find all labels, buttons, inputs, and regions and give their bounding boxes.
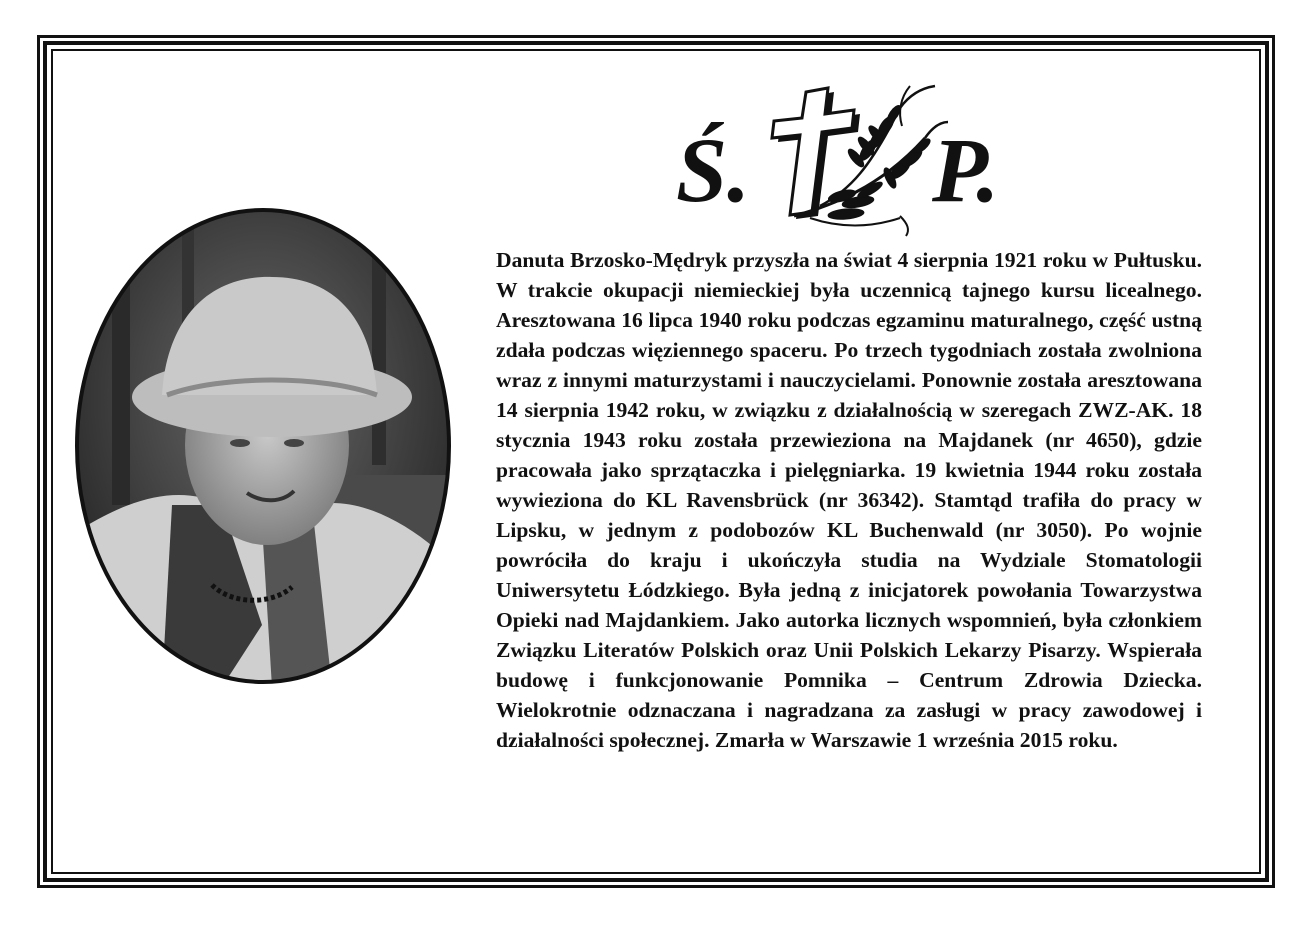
portrait-photo — [72, 205, 454, 687]
emblem-letter-s: Ś. — [676, 119, 751, 221]
sp-emblem — [670, 78, 1030, 238]
obituary-text: Danuta Brzosko-Mędryk przyszła na świat 4 sierpnia 1921 roku w Pułtusku. W trakcie okupacji niemieckiej była uczennicą tajnego kursu licealnego. Aresztowana 16 lipca 1940 roku podczas egzaminu maturalnego, część ustną zdała podczas więziennego spaceru. Po trzech tygodniach została zwolniona wraz z innymi maturzystami i nauczycielami. Ponownie została aresztowana 14 sierpnia 1942 roku, w związku z działalnością w szeregach ZWZ-AK. 18 stycznia 1943 roku została przewieziona na Majdanek (nr 4650), gdzie pracowała jako sprzątaczka i pielęgniarka. 19 kwietnia 1944 roku została wywieziona do KL Ravensbrück (nr 36342). Stamtąd trafiła do pracy w Lipsku, w jednym z podobozów KL Buchenwald (nr 3050). Po wojnie powróciła do kraju i ukończyła studia na Wydziale Stomatologii Uniwersytetu Łódzkiego. Była jedną z inicjatorek powołania Towarzystwa Opieki nad Majdankiem. Jako autorka licznych wspomnień, była członkiem Związku Literatów Polskich oraz Unii Polskich Lekarzy Pisarzy. Wspierała budowę i funkcjonowanie Pomnika – Centrum Zdrowia Dziecka. Wielokrotnie odznaczana i nagradzana za zasługi w pracy zawodowej i działalności społecznej. Zmarła w Warszawie 1 września 2015 roku. — [496, 248, 1202, 752]
cross-with-wheat-icon — [750, 78, 950, 238]
emblem-letter-p: P. — [932, 119, 1000, 221]
